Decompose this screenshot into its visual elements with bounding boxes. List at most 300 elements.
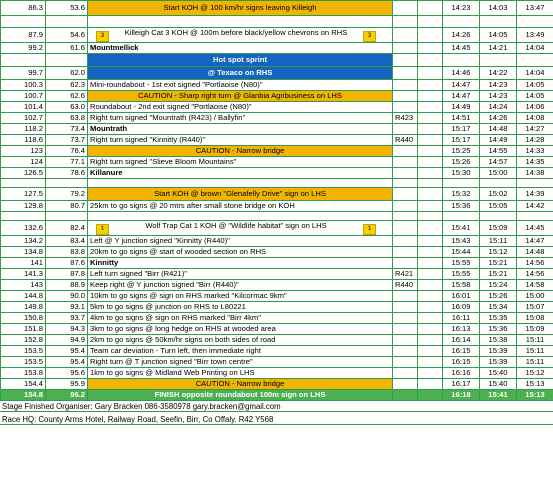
description-text: Start KOH @ 100 km/hr signs leaving Killeigh xyxy=(163,3,317,13)
time-fast-cell: 14:47 xyxy=(517,236,553,247)
time-slow-cell: 14:45 xyxy=(443,43,480,54)
distance-cell: 73.4 xyxy=(46,124,88,135)
description-cell xyxy=(88,16,393,28)
description-cell xyxy=(88,179,393,188)
distance-cell: 95.4 xyxy=(46,346,88,357)
route-row xyxy=(1,91,553,102)
time-slow-cell: 16:09 xyxy=(443,302,480,313)
total-km-cell: 129.8 xyxy=(1,201,46,212)
time-fast-cell: 14:05 xyxy=(517,91,553,102)
total-km-cell: 100.3 xyxy=(1,80,46,91)
total-km-cell: 127.5 xyxy=(1,188,46,201)
time-slow-cell: 14:26 xyxy=(443,28,480,43)
total-km-cell: 143 xyxy=(1,280,46,291)
total-km-cell: 118.6 xyxy=(1,135,46,146)
distance-cell: 96.2 xyxy=(46,390,88,401)
spacer-cell xyxy=(418,67,443,80)
description-text: 2km to go signs @ 50km/hr signs on both sides of road xyxy=(90,335,276,345)
spacer-cell xyxy=(418,313,443,324)
spacer-cell xyxy=(418,302,443,313)
time-mid-cell: 15:05 xyxy=(480,201,517,212)
description-cell xyxy=(88,236,393,247)
route-row xyxy=(1,346,553,357)
description-cell xyxy=(88,335,393,346)
route-row xyxy=(1,212,553,221)
time-mid-cell: 14:03 xyxy=(480,1,517,16)
distance-cell: 82.4 xyxy=(46,221,88,236)
road-number-cell xyxy=(393,247,418,258)
route-row xyxy=(1,54,553,67)
time-fast-cell xyxy=(517,54,553,67)
spacer-cell xyxy=(418,157,443,168)
distance-cell: 77.1 xyxy=(46,157,88,168)
route-row xyxy=(1,179,553,188)
road-number-cell xyxy=(393,43,418,54)
description-text: Hot spot sprint xyxy=(213,55,267,65)
distance-cell: 87.8 xyxy=(46,269,88,280)
time-fast-cell: 14:35 xyxy=(517,157,553,168)
road-number-cell xyxy=(393,291,418,302)
time-mid-cell: 14:24 xyxy=(480,102,517,113)
description-cell xyxy=(88,43,393,54)
spacer-cell xyxy=(418,188,443,201)
time-fast-cell xyxy=(517,16,553,28)
time-mid-cell: 15:21 xyxy=(480,269,517,280)
description-text: 20km to go signs @ start of wooded section on RHS xyxy=(90,247,267,257)
time-mid-cell xyxy=(480,16,517,28)
description-text: Right turn signed "Slieve Bloom Mountains" xyxy=(90,157,237,167)
description-text: 5km to go signs @ junction on RHS to L80221 xyxy=(90,302,246,312)
description-cell xyxy=(88,313,393,324)
description-text: Kinnitty xyxy=(90,258,119,268)
route-row xyxy=(1,221,553,236)
total-km-cell: 149.8 xyxy=(1,302,46,313)
total-km-cell: 141.3 xyxy=(1,269,46,280)
road-number-cell: R440 xyxy=(393,135,418,146)
time-mid-cell: 15:40 xyxy=(480,379,517,390)
route-row xyxy=(1,80,553,91)
time-slow-cell: 14:46 xyxy=(443,67,480,80)
description-text: Killeigh Cat 3 KOH @ 100m before black/yellow chevrons on RHS xyxy=(124,27,348,37)
time-mid-cell: 14:05 xyxy=(480,28,517,43)
road-number-cell xyxy=(393,54,418,67)
distance-cell xyxy=(46,179,88,188)
total-km-cell: 126.5 xyxy=(1,168,46,179)
time-fast-cell: 14:33 xyxy=(517,146,553,157)
route-row xyxy=(1,168,553,179)
time-fast-cell: 15:07 xyxy=(517,302,553,313)
spacer-cell xyxy=(418,212,443,221)
total-km-cell: 99.7 xyxy=(1,67,46,80)
description-text: CAUTION - Narrow bridge xyxy=(195,379,285,389)
time-fast-cell: 14:48 xyxy=(517,247,553,258)
road-number-cell xyxy=(393,313,418,324)
time-mid-cell: 15:12 xyxy=(480,247,517,258)
total-km-cell: 132.6 xyxy=(1,221,46,236)
route-row xyxy=(1,201,553,212)
road-number-cell xyxy=(393,146,418,157)
description-cell xyxy=(88,390,393,401)
distance-cell: 78.6 xyxy=(46,168,88,179)
spacer-cell xyxy=(418,236,443,247)
time-slow-cell xyxy=(443,179,480,188)
road-number-cell xyxy=(393,258,418,269)
distance-cell: 54.6 xyxy=(46,28,88,43)
distance-cell xyxy=(46,54,88,67)
time-fast-cell: 14:04 xyxy=(517,43,553,54)
route-row xyxy=(1,146,553,157)
description-cell xyxy=(88,258,393,269)
spacer-cell xyxy=(418,179,443,188)
route-row xyxy=(1,390,553,401)
description-cell xyxy=(88,368,393,379)
time-mid-cell: 15:38 xyxy=(480,335,517,346)
distance-cell: 76.4 xyxy=(46,146,88,157)
total-km-cell: 144.8 xyxy=(1,291,46,302)
description-text: Mini-roundabout - 1st exit signed "Portlaoise (N80)" xyxy=(90,80,263,90)
time-fast-cell: 14:28 xyxy=(517,135,553,146)
total-km-cell: 87.9 xyxy=(1,28,46,43)
time-fast-cell: 15:13 xyxy=(517,390,553,401)
description-cell xyxy=(88,280,393,291)
description-text: Right turn signed "Kinnitty (R440)" xyxy=(90,135,206,145)
time-slow-cell: 15:17 xyxy=(443,124,480,135)
road-number-cell xyxy=(393,335,418,346)
road-number-cell: R440 xyxy=(393,280,418,291)
spacer-cell xyxy=(418,16,443,28)
description-text: Left @ Y junction signed "Kinnitty (R440)" xyxy=(90,236,230,246)
time-fast-cell: 14:39 xyxy=(517,188,553,201)
route-row xyxy=(1,291,553,302)
spacer-cell xyxy=(418,168,443,179)
description-text: CAUTION - Narrow bridge xyxy=(195,146,285,156)
description-text: 25km to go signs @ 20 mtrs after small stone bridge on KOH xyxy=(90,201,295,211)
time-mid-cell: 15:09 xyxy=(480,221,517,236)
description-text: Killanure xyxy=(90,168,123,178)
description-cell xyxy=(88,291,393,302)
time-slow-cell: 15:41 xyxy=(443,221,480,236)
route-row xyxy=(1,379,553,390)
total-km-cell: 99.2 xyxy=(1,43,46,54)
spacer-cell xyxy=(418,113,443,124)
description-text: 1km to go signs @ Midland Web Printing on LHS xyxy=(90,368,255,378)
spacer-cell xyxy=(418,368,443,379)
time-mid-cell: 14:23 xyxy=(480,91,517,102)
total-km-cell: 150.8 xyxy=(1,313,46,324)
time-slow-cell: 14:23 xyxy=(443,1,480,16)
time-slow-cell: 14:47 xyxy=(443,80,480,91)
distance-cell: 63.8 xyxy=(46,113,88,124)
time-mid-cell xyxy=(480,54,517,67)
description-text: Start KOH @ brown "Glenafelly Drive" sign on LHS xyxy=(154,189,326,199)
time-fast-cell: 15:12 xyxy=(517,368,553,379)
total-km-cell: 100.7 xyxy=(1,91,46,102)
time-mid-cell: 15:39 xyxy=(480,346,517,357)
description-cell xyxy=(88,168,393,179)
description-cell xyxy=(88,346,393,357)
spacer-cell xyxy=(418,124,443,135)
route-row xyxy=(1,135,553,146)
road-number-cell xyxy=(393,324,418,335)
total-km-cell: 102.7 xyxy=(1,113,46,124)
total-km-cell: 134.2 xyxy=(1,236,46,247)
description-cell xyxy=(88,80,393,91)
time-mid-cell: 15:11 xyxy=(480,236,517,247)
spacer-cell xyxy=(418,28,443,43)
total-km-cell: 118.2 xyxy=(1,124,46,135)
spacer-cell xyxy=(418,54,443,67)
time-slow-cell: 14:47 xyxy=(443,91,480,102)
road-number-cell xyxy=(393,1,418,16)
time-mid-cell: 15:21 xyxy=(480,258,517,269)
time-fast-cell: 15:00 xyxy=(517,291,553,302)
distance-cell: 88.9 xyxy=(46,280,88,291)
spacer-cell xyxy=(418,324,443,335)
time-slow-cell: 15:43 xyxy=(443,236,480,247)
route-row xyxy=(1,102,553,113)
time-slow-cell: 16:17 xyxy=(443,379,480,390)
time-fast-cell: 14:56 xyxy=(517,258,553,269)
distance-cell: 61.6 xyxy=(46,43,88,54)
road-number-cell xyxy=(393,346,418,357)
time-slow-cell xyxy=(443,54,480,67)
description-cell xyxy=(88,102,393,113)
time-fast-cell xyxy=(517,179,553,188)
time-slow-cell xyxy=(443,16,480,28)
distance-cell: 93.7 xyxy=(46,313,88,324)
time-slow-cell: 16:15 xyxy=(443,346,480,357)
description-text: Left turn signed "Birr (R421)" xyxy=(90,269,187,279)
spacer-cell xyxy=(418,146,443,157)
time-fast-cell: 14:06 xyxy=(517,102,553,113)
road-number-cell xyxy=(393,201,418,212)
koh-crown-icon: 3 xyxy=(96,31,109,42)
time-mid-cell: 15:36 xyxy=(480,324,517,335)
road-number-cell xyxy=(393,102,418,113)
time-slow-cell: 15:26 xyxy=(443,157,480,168)
distance-cell: 95.9 xyxy=(46,379,88,390)
description-text: Team car deviation - Turn left, then immediate right xyxy=(90,346,261,356)
distance-cell: 63.0 xyxy=(46,102,88,113)
road-number-cell xyxy=(393,212,418,221)
time-fast-cell: 15:11 xyxy=(517,357,553,368)
description-cell xyxy=(88,324,393,335)
spacer-cell xyxy=(418,269,443,280)
time-slow-cell: 16:11 xyxy=(443,313,480,324)
route-row xyxy=(1,67,553,80)
time-fast-cell: 14:38 xyxy=(517,168,553,179)
route-row xyxy=(1,302,553,313)
time-slow-cell: 16:13 xyxy=(443,324,480,335)
spacer-cell xyxy=(418,91,443,102)
spacer-cell xyxy=(418,102,443,113)
distance-cell xyxy=(46,16,88,28)
distance-cell: 83.4 xyxy=(46,236,88,247)
time-fast-cell: 14:04 xyxy=(517,67,553,80)
total-km-cell: 134.8 xyxy=(1,247,46,258)
total-km-cell: 153.8 xyxy=(1,368,46,379)
distance-cell: 90.0 xyxy=(46,291,88,302)
description-cell xyxy=(88,124,393,135)
road-number-cell: R423 xyxy=(393,113,418,124)
time-fast-cell: 15:11 xyxy=(517,335,553,346)
description-text: @ Texaco on RHS xyxy=(207,68,273,78)
spacer-cell xyxy=(418,247,443,258)
total-km-cell: 154.8 xyxy=(1,390,46,401)
total-km-cell: 141 xyxy=(1,258,46,269)
description-cell xyxy=(88,146,393,157)
time-mid-cell: 14:49 xyxy=(480,135,517,146)
description-cell xyxy=(88,1,393,16)
time-mid-cell: 15:41 xyxy=(480,390,517,401)
koh-crown-icon: 3 xyxy=(363,31,376,42)
route-row xyxy=(1,357,553,368)
time-slow-cell: 16:15 xyxy=(443,357,480,368)
description-text: Right turn signed "Mountrath (R423) / Ballyfin" xyxy=(90,113,246,123)
description-cell xyxy=(88,247,393,258)
time-slow-cell: 15:32 xyxy=(443,188,480,201)
description-text: Roundabout - 2nd exit signed "Portlaoise (N80)" xyxy=(90,102,252,112)
road-number-cell xyxy=(393,302,418,313)
total-km-cell: 151.8 xyxy=(1,324,46,335)
distance-cell: 62.6 xyxy=(46,91,88,102)
distance-cell: 94.3 xyxy=(46,324,88,335)
road-number-cell xyxy=(393,16,418,28)
description-text: 3km to go signs @ long hedge on RHS at wooded area xyxy=(90,324,276,334)
distance-cell: 62.0 xyxy=(46,67,88,80)
time-fast-cell: 13:47 xyxy=(517,1,553,16)
total-km-cell xyxy=(1,179,46,188)
description-cell xyxy=(88,113,393,124)
road-number-cell xyxy=(393,188,418,201)
distance-cell: 95.4 xyxy=(46,357,88,368)
time-fast-cell: 15:09 xyxy=(517,324,553,335)
route-row xyxy=(1,280,553,291)
total-km-cell: 154.4 xyxy=(1,379,46,390)
time-mid-cell: 15:34 xyxy=(480,302,517,313)
spacer-cell xyxy=(418,43,443,54)
description-text: 4km to go signs @ sign on RHS marked "Birr 4km" xyxy=(90,313,261,323)
time-fast-cell: 14:45 xyxy=(517,221,553,236)
route-row xyxy=(1,124,553,135)
time-slow-cell: 16:01 xyxy=(443,291,480,302)
total-km-cell: 152.8 xyxy=(1,335,46,346)
time-slow-cell: 15:58 xyxy=(443,280,480,291)
route-row xyxy=(1,157,553,168)
time-mid-cell: 15:24 xyxy=(480,280,517,291)
description-cell xyxy=(88,302,393,313)
spacer-cell xyxy=(418,135,443,146)
road-number-cell: R421 xyxy=(393,269,418,280)
spacer-cell xyxy=(418,335,443,346)
road-number-cell xyxy=(393,91,418,102)
time-fast-cell: 14:56 xyxy=(517,269,553,280)
route-row xyxy=(1,1,553,16)
total-km-cell xyxy=(1,212,46,221)
time-slow-cell: 14:51 xyxy=(443,113,480,124)
koh-crown-icon: 1 xyxy=(363,224,376,235)
total-km-cell: 123 xyxy=(1,146,46,157)
time-slow-cell: 16:16 xyxy=(443,368,480,379)
road-number-cell xyxy=(393,124,418,135)
distance-cell: 80.7 xyxy=(46,201,88,212)
time-slow-cell: 15:55 xyxy=(443,258,480,269)
distance-cell xyxy=(46,212,88,221)
route-row xyxy=(1,335,553,346)
time-mid-cell: 15:35 xyxy=(480,313,517,324)
description-text: Right turn @ T junction signed "Birr town centre" xyxy=(90,357,253,367)
time-slow-cell: 16:18 xyxy=(443,390,480,401)
distance-cell: 73.7 xyxy=(46,135,88,146)
description-text: CAUTION - Sharp right turn @ Glanbia Agribusiness on LHS xyxy=(138,91,342,101)
spacer-cell xyxy=(418,280,443,291)
description-cell xyxy=(88,135,393,146)
time-fast-cell xyxy=(517,212,553,221)
total-km-cell xyxy=(1,16,46,28)
road-number-cell xyxy=(393,80,418,91)
description-cell xyxy=(88,357,393,368)
description-cell xyxy=(88,54,393,67)
road-number-cell xyxy=(393,28,418,43)
organiser-line: Stage Finished Organiser: Gary Bracken 086-3580978 gary.bracken@gmail.com xyxy=(0,402,553,412)
route-row xyxy=(1,16,553,28)
road-number-cell xyxy=(393,168,418,179)
description-cell xyxy=(88,67,393,80)
description-cell xyxy=(88,221,393,236)
time-slow-cell: 15:30 xyxy=(443,168,480,179)
time-mid-cell: 15:02 xyxy=(480,188,517,201)
total-km-cell: 86.3 xyxy=(1,1,46,16)
spacer-cell xyxy=(418,379,443,390)
route-row xyxy=(1,28,553,43)
time-mid-cell xyxy=(480,212,517,221)
distance-cell: 83.8 xyxy=(46,247,88,258)
time-mid-cell: 14:22 xyxy=(480,67,517,80)
time-fast-cell: 14:05 xyxy=(517,80,553,91)
description-text: 10km to go signs @ sign on RHS marked "Kilcormac 9km" xyxy=(90,291,287,301)
road-number-cell xyxy=(393,390,418,401)
route-row xyxy=(1,269,553,280)
road-number-cell xyxy=(393,179,418,188)
distance-cell: 87.6 xyxy=(46,258,88,269)
time-fast-cell: 14:08 xyxy=(517,113,553,124)
total-km-cell xyxy=(1,54,46,67)
route-row xyxy=(1,247,553,258)
total-km-cell: 153.5 xyxy=(1,346,46,357)
description-text: FINISH opposite roundabout 100m sign on LHS xyxy=(154,390,326,400)
spacer-cell xyxy=(418,390,443,401)
route-row xyxy=(1,368,553,379)
description-text: Mountrath xyxy=(90,124,128,134)
time-fast-cell: 14:42 xyxy=(517,201,553,212)
spacer-cell xyxy=(418,221,443,236)
road-number-cell xyxy=(393,67,418,80)
route-row xyxy=(1,313,553,324)
description-cell xyxy=(88,201,393,212)
description-text: Wolf Trap Cat 1 KOH @ "Wildlife habitat" sign on LHS xyxy=(145,220,327,230)
description-cell xyxy=(88,28,393,43)
description-cell xyxy=(88,188,393,201)
time-fast-cell: 15:11 xyxy=(517,346,553,357)
spacer-cell xyxy=(418,291,443,302)
time-slow-cell: 15:17 xyxy=(443,135,480,146)
spacer-cell xyxy=(418,201,443,212)
description-cell xyxy=(88,269,393,280)
time-fast-cell: 15:08 xyxy=(517,313,553,324)
time-mid-cell: 15:26 xyxy=(480,291,517,302)
road-number-cell xyxy=(393,368,418,379)
spacer-cell xyxy=(418,346,443,357)
